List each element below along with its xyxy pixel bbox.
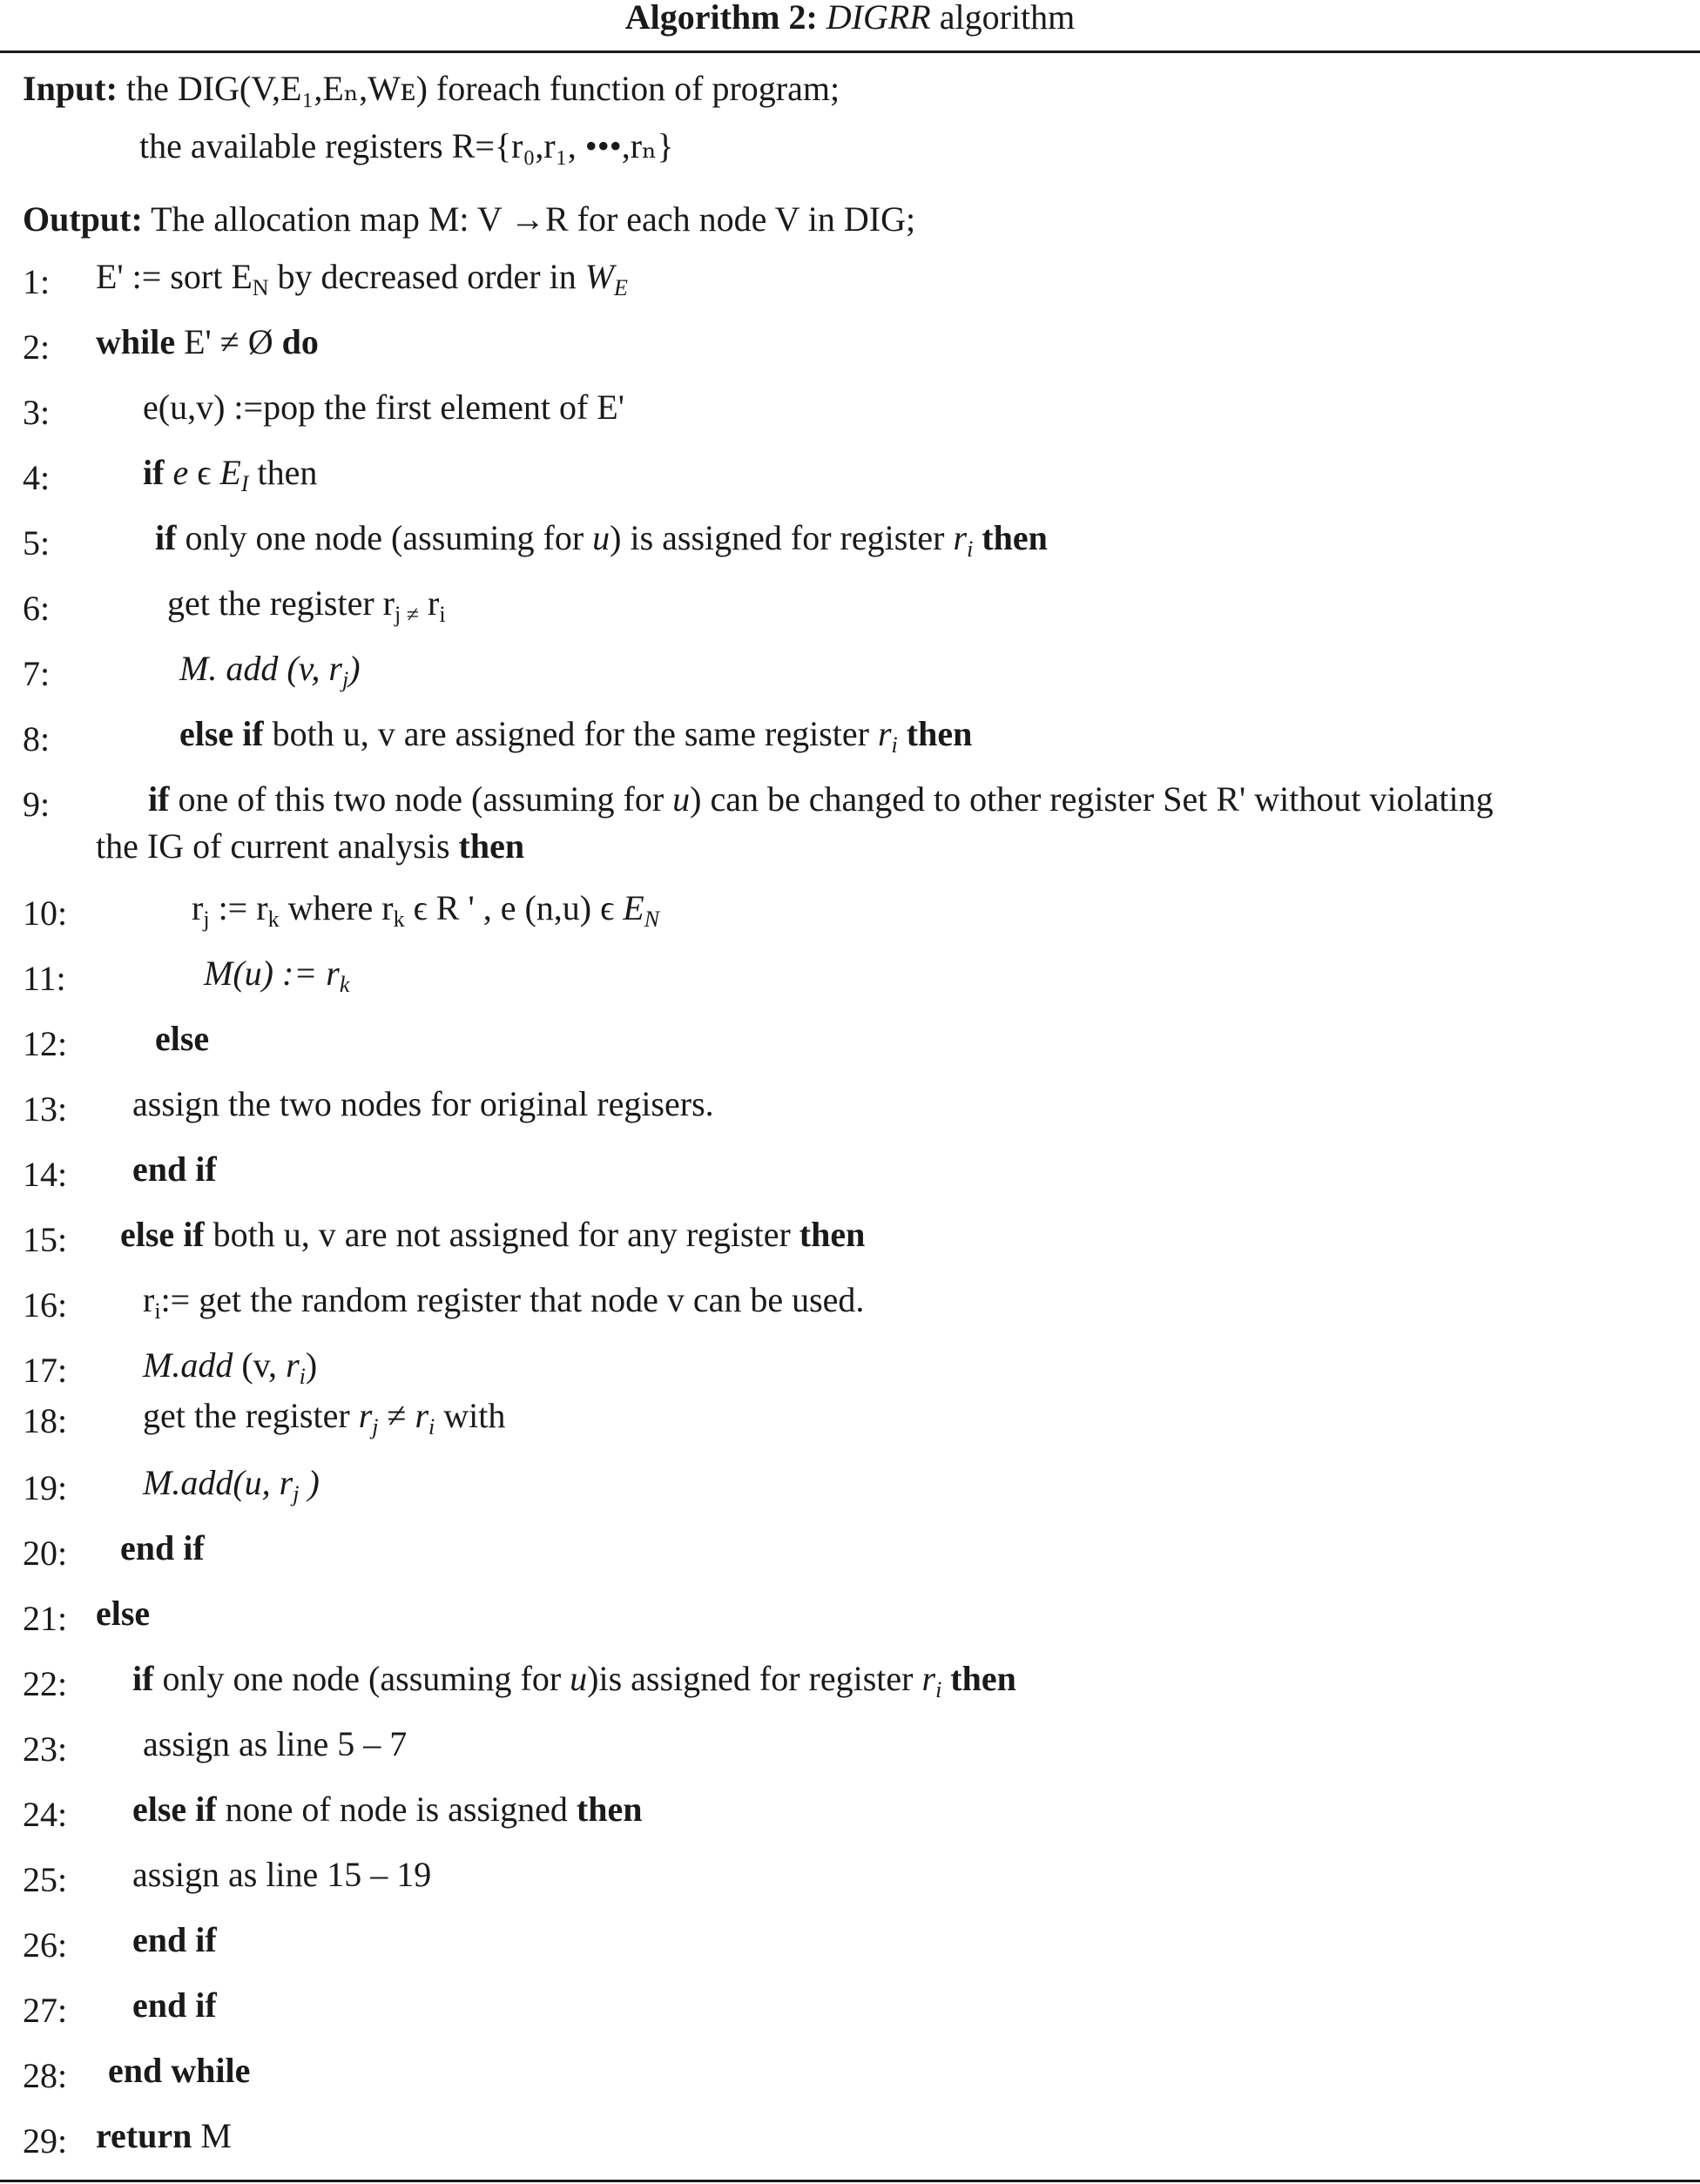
- line-number: 2:: [23, 327, 51, 367]
- line-number: 4:: [23, 458, 51, 497]
- line-number: 13:: [23, 1089, 68, 1129]
- line-number: 22:: [23, 1664, 68, 1703]
- line-number: 17:: [23, 1351, 68, 1390]
- algo-line-11: M(u) := $r_k$: [204, 954, 350, 997]
- algo-line-17: M.add (v, $r_i$): [143, 1345, 318, 1389]
- algo-line-15: else if both u, v are not assigned for any register then: [120, 1215, 866, 1254]
- algo-line-21: else: [96, 1594, 151, 1633]
- line-number: 28:: [23, 2056, 68, 2095]
- line-number: 19:: [23, 1468, 68, 1507]
- line-number: 29:: [23, 2121, 68, 2160]
- algo-line-26: end if: [132, 1920, 217, 1959]
- line-number: 12:: [23, 1024, 68, 1063]
- line-number: 10:: [23, 893, 68, 933]
- algo-line-19: M.add(u, $r_j$ ): [143, 1463, 320, 1507]
- input-registers: [139, 127, 674, 165]
- algo-line-5: if only one node (assuming for u) is assigned for register $r_i$ then: [155, 518, 1048, 562]
- algo-line-24: else if none of node is assigned then: [132, 1790, 643, 1829]
- bottom-rule: [0, 2180, 1700, 2182]
- algo-line-13: assign the two nodes for original regisers.: [132, 1084, 714, 1123]
- line-number: 9:: [23, 785, 51, 824]
- registers-text: the available registers R={r₀,r₁, •••,rₙ}: [139, 126, 674, 165]
- algo-line-9-cont: the IG of current analysis then: [96, 826, 525, 866]
- algo-line-8: else if both u, v are assigned for the same register $r_i$ then: [179, 714, 973, 758]
- line-number: 15:: [23, 1220, 68, 1259]
- line-number: 25:: [23, 1860, 68, 1899]
- algo-line-20: end if: [120, 1528, 205, 1567]
- algorithm-label: Algorithm 2:: [624, 0, 818, 37]
- algo-line-29: return M: [96, 2116, 232, 2155]
- algo-line-25: assign as line 15 – 19: [132, 1855, 432, 1894]
- output-text: The allocation map M: V →R for each node V in DIG;: [151, 199, 916, 239]
- algo-line-6: get the register $r_{j \ne}$ $r_i$: [167, 583, 446, 627]
- algo-line-7: M. add (v, $r_j$): [179, 649, 361, 692]
- output-label: Output:: [23, 199, 143, 239]
- line-number: 16:: [23, 1285, 68, 1325]
- line-number: 26:: [23, 1925, 68, 1965]
- algo-line-1: E' := sort $E_N$ by decreased order in $W_E$: [96, 257, 628, 300]
- line-number: 7:: [23, 654, 51, 693]
- algorithm-name: DIGRR: [826, 0, 931, 37]
- line-number: 1:: [23, 262, 51, 301]
- input-label: Input:: [23, 69, 118, 108]
- line-number: 14:: [23, 1155, 68, 1194]
- algo-line-16: $r_i:=$ get the random register that node v can be used.: [143, 1280, 865, 1324]
- line-number: 27:: [23, 1991, 68, 2030]
- input-text: the DIG(V,E₁,Eₙ,Wᴇ) foreach function of program;: [125, 69, 840, 108]
- algorithm-title: [0, 0, 1700, 38]
- algo-line-28: end while: [108, 2051, 251, 2090]
- output-line: [23, 200, 915, 239]
- line-number: 8:: [23, 719, 51, 758]
- line-number: 6:: [23, 589, 51, 628]
- algo-line-3: e(u,v) :=pop the first element of E': [143, 388, 624, 427]
- algo-line-4: if e ϵ $E_I$ then: [143, 453, 318, 496]
- algo-line-27: end if: [132, 1985, 217, 2025]
- line-number: 23:: [23, 1729, 68, 1769]
- line-number: 20:: [23, 1534, 68, 1573]
- line-number: 5:: [23, 523, 51, 563]
- algo-line-10: $r_j$ := $r_k$ where $r_k$ ϵ R ' , e (n,u) ϵ $E_N$: [192, 888, 660, 932]
- algo-line-23: assign as line 5 – 7: [143, 1724, 408, 1763]
- algo-line-12: else: [155, 1019, 210, 1058]
- algo-line-22: if only one node (assuming for u)is assigned for register $r_i$ then: [132, 1659, 1016, 1702]
- algo-line-9: if one of this two node (assuming for u) can be changed to other register Set R' without violating: [148, 779, 1494, 819]
- algo-line-18: get the register $r_j \ne r_i$ with: [143, 1396, 506, 1439]
- input-line: [23, 70, 840, 108]
- line-number: 11:: [23, 959, 66, 998]
- top-rule: [0, 51, 1700, 53]
- line-number: 3:: [23, 393, 51, 432]
- algo-line-2: while E' ≠ Ø do: [96, 322, 319, 361]
- algorithm-title-rest: algorithm: [939, 0, 1076, 37]
- line-number: 18:: [23, 1401, 68, 1440]
- line-number: 21:: [23, 1599, 68, 1638]
- algo-line-14: end if: [132, 1149, 217, 1189]
- line-number: 24:: [23, 1795, 68, 1834]
